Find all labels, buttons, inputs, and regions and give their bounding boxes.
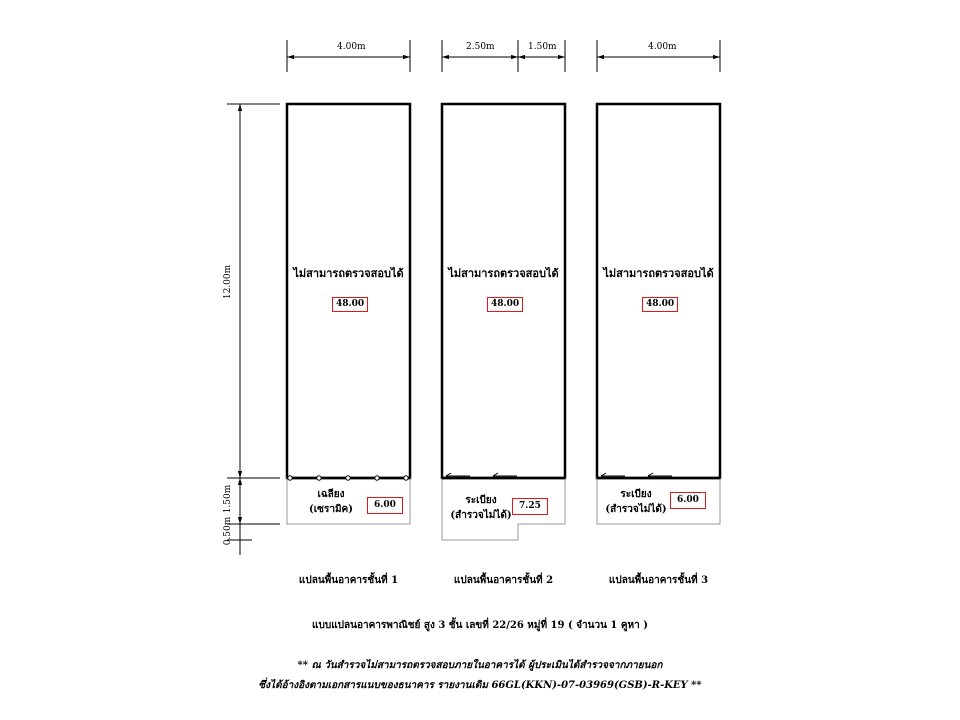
plan-2-main-area: 48.00	[487, 297, 523, 312]
dim-plan3-width: 4.00m	[648, 42, 677, 52]
plan-2-rear-label	[441, 493, 521, 523]
plan-3-main-room	[597, 104, 720, 478]
dim-depth-step: 0.50m	[223, 516, 233, 546]
dim-depth-main: 12.00m	[223, 264, 233, 300]
plan-3-rear-label	[596, 487, 676, 517]
plan-2-main-room	[442, 104, 565, 478]
plan-1-rear-area-value: 6.00	[367, 497, 403, 514]
plan-3-main-area: 48.00	[642, 297, 678, 312]
plan-3-rear-area-value: 6.00	[670, 492, 706, 509]
plan-1-outline	[287, 104, 410, 524]
plan-2-rear-label-line2: (สำรวจไม่ได้)	[450, 510, 512, 521]
plan-2-title: แปลนพื้นอาคารชั้นที่ 2	[453, 575, 554, 586]
plan-2-main-label: ไม่สามารถตรวจสอบได้	[448, 267, 559, 280]
plan-3-main-label: ไม่สามารถตรวจสอบได้	[603, 267, 714, 280]
survey-note-line-2: ซึ่งได้อ้างอิงตามเอกสารแนบของธนาคาร รายงานเดิม 66GL(KKN)-07-03969(GSB)-R-KEY **	[258, 680, 702, 691]
plan-1-main-label: ไม่สามารถตรวจสอบได้	[293, 267, 404, 280]
plan-1-rear-label-line1: เฉลียง	[317, 489, 345, 500]
dim-depth-rear: 1.50m	[223, 484, 233, 514]
dim-plan2-width-b: 1.50m	[528, 42, 557, 52]
plan-2-outline	[442, 104, 565, 540]
plan-2-rear-label-line1: ระเบียง	[465, 495, 497, 506]
plan-1-main-room	[287, 104, 410, 478]
plan-1-title: แปลนพื้นอาคารชั้นที่ 1	[298, 575, 399, 586]
dim-plan2-width-a: 2.50m	[466, 42, 495, 52]
plan-2-rear-area-value: 7.25	[512, 498, 548, 515]
left-dimension	[227, 104, 280, 555]
plan-3-title: แปลนพื้นอาคารชั้นที่ 3	[608, 575, 709, 586]
plan-3-rear-label-line2: (สำรวจไม่ได้)	[605, 504, 667, 515]
plan-1-rear-label	[296, 487, 366, 517]
dim-plan1-width: 4.00m	[337, 42, 366, 52]
plan-1-main-area: 48.00	[332, 297, 368, 312]
plan-3-outline	[597, 104, 720, 524]
plan-1-rear-label-line2: (เซรามิค)	[309, 504, 353, 515]
survey-note-line-1: ** ณ วันสำรวจไม่สามารถตรวจสอบภายในอาคารได้ ผู้ประเมินได้สำรวจจากภายนอก	[297, 660, 663, 671]
plan-3-rear-label-line1: ระเบียง	[620, 489, 652, 500]
drawing-caption: แบบแปลนอาคารพาณิชย์ สูง 3 ชั้น เลขที่ 22/26 หมู่ที่ 19 ( จำนวน 1 คูหา )	[312, 620, 648, 631]
